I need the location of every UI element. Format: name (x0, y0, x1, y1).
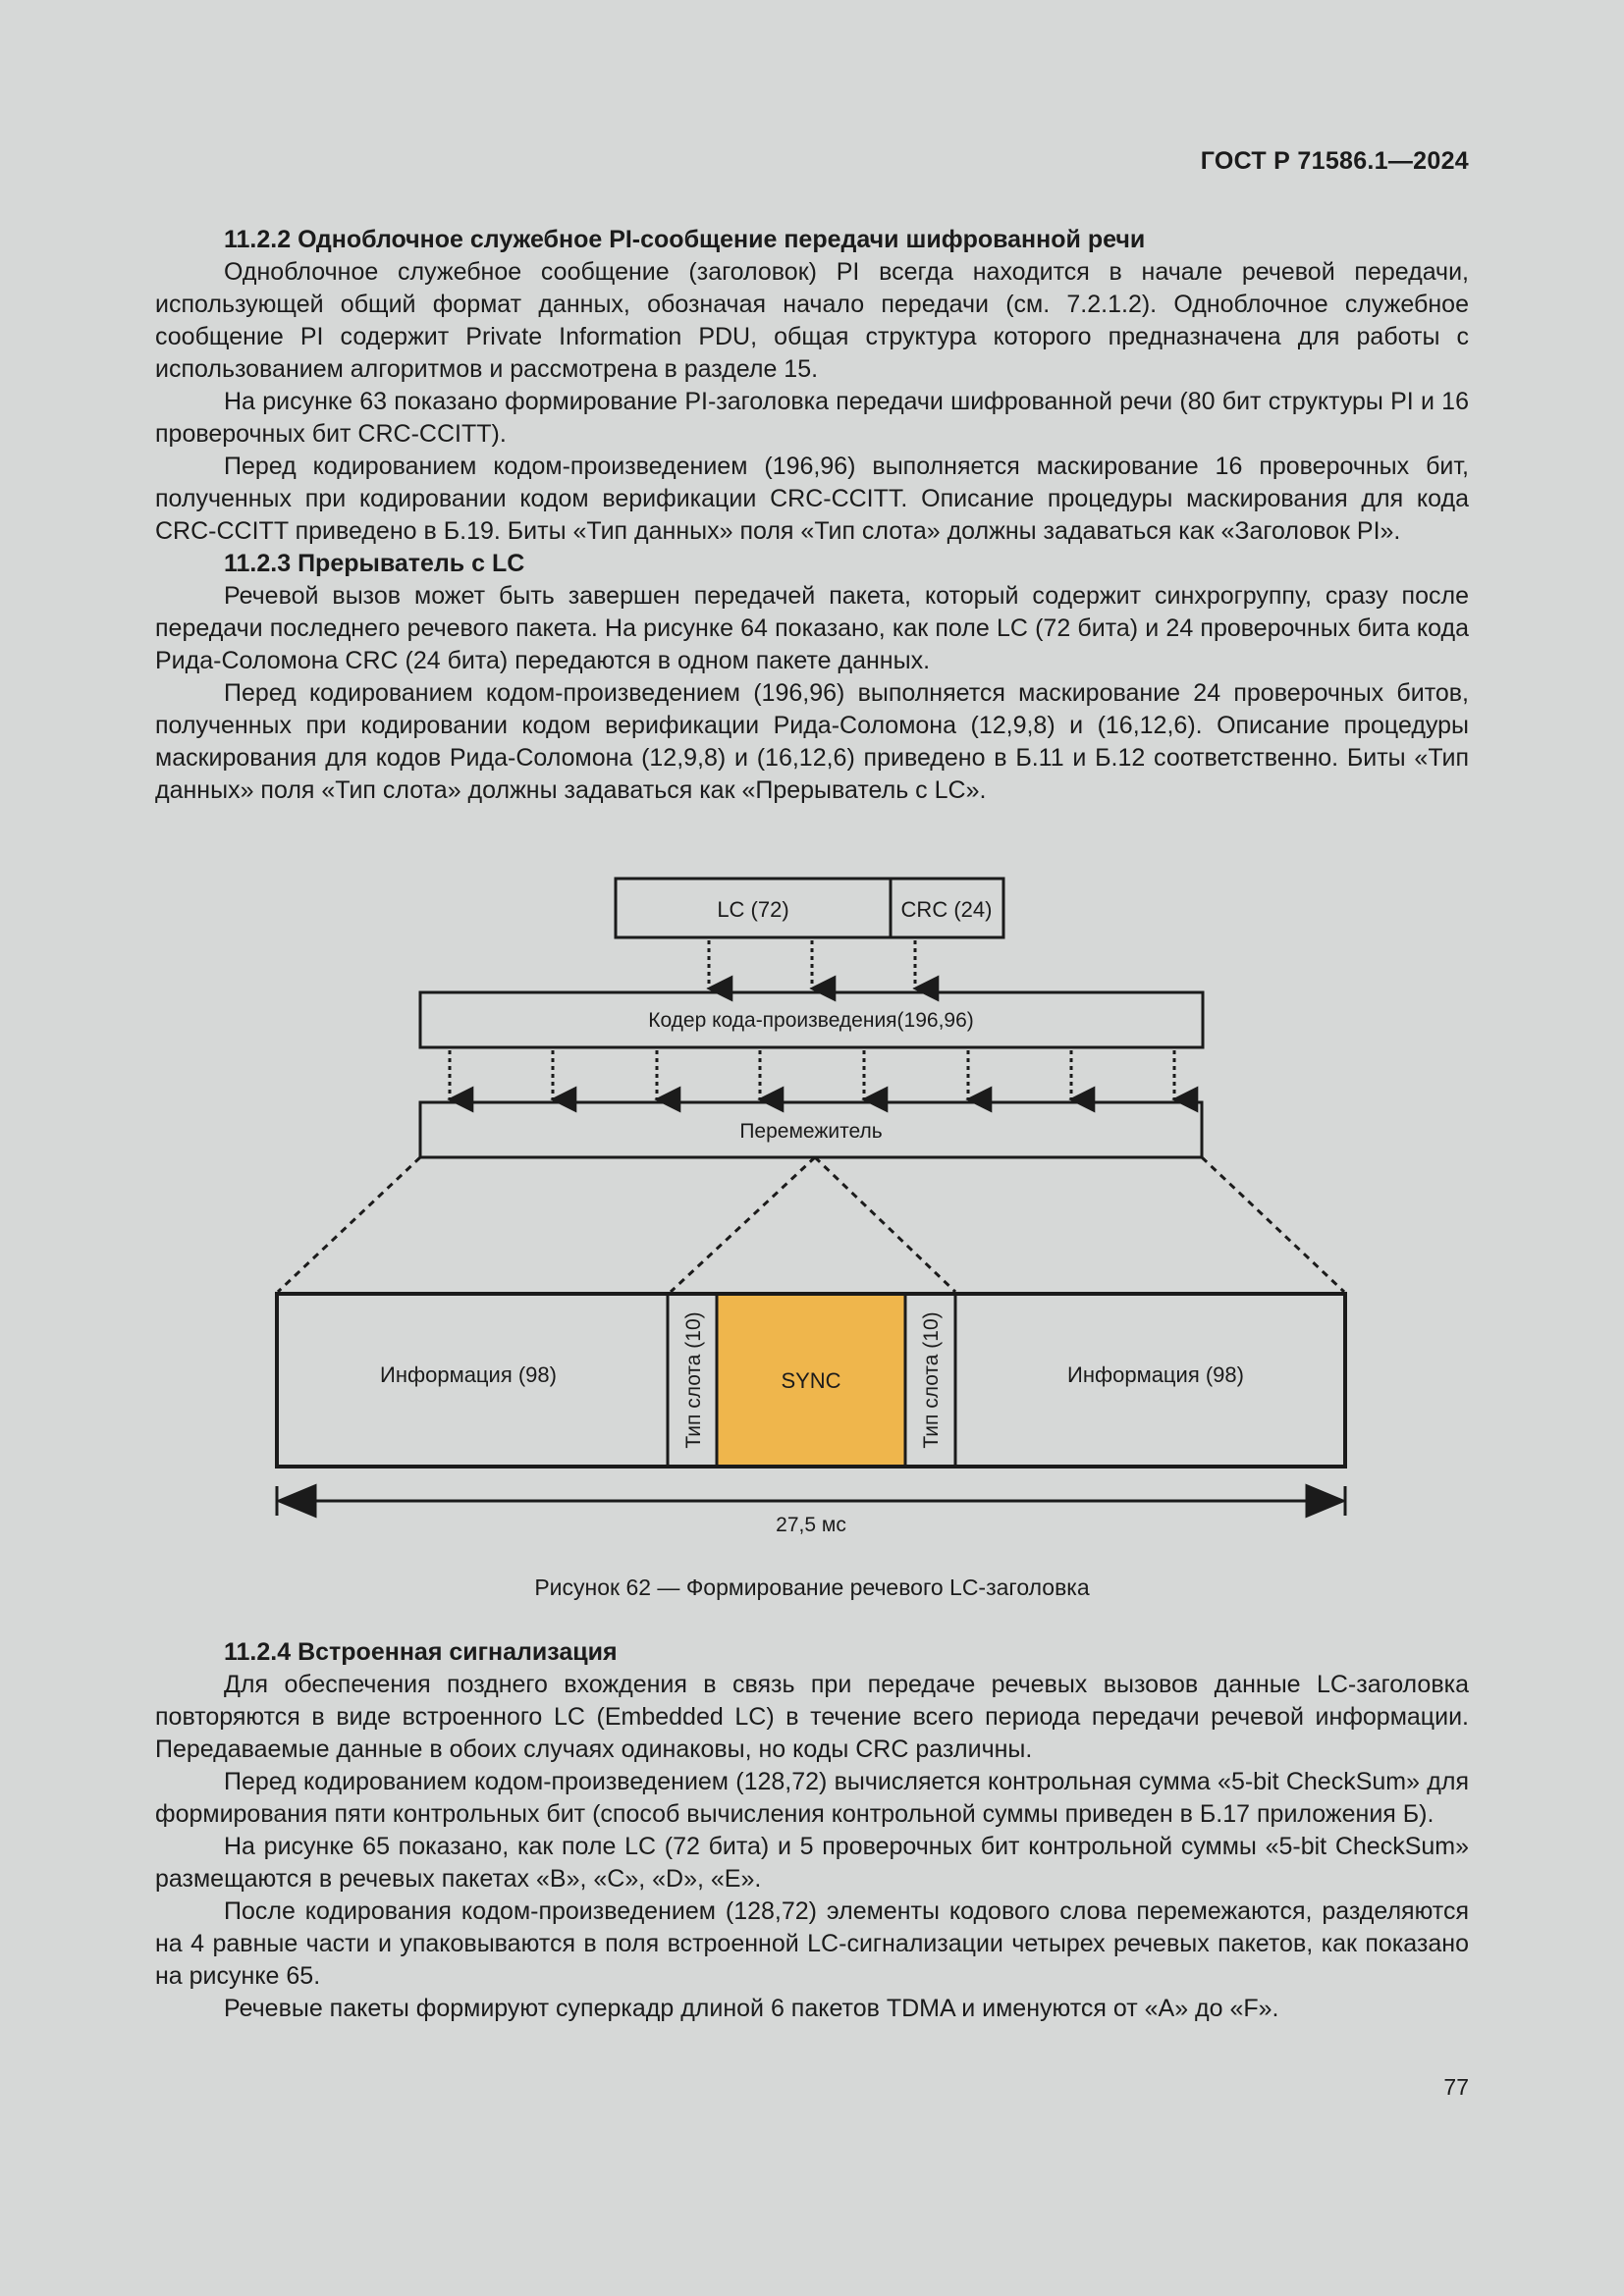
section-heading-11-2-3: 11.2.3 Прерыватель с LC (224, 550, 525, 577)
sync-label: SYNC (781, 1368, 841, 1393)
text-block-lower (155, 1636, 1469, 2025)
section-heading-11-2-4: 11.2.4 Встроенная сигнализация (224, 1638, 618, 1666)
paragraph: Перед кодированием кодом-произведением (196,96) выполняется маскирование 24 проверочных битов, полученных при кодировании кодом верификации Рида-Соломона (12,9,8) и (16,12,6). Описание процедуры маскирования для кодов Рида-Соломона (12,9,8) и (16,12,6) приведено в Б.11 и Б.12 соответственно. Биты «Тип данных» поля «Тип слота» должны задаваться как «Прерыватель с LC». (155, 679, 1469, 804)
info-left-label: Информация (98) (380, 1362, 557, 1387)
lc-label: LC (72) (717, 897, 789, 922)
document-code: ГОСТ Р 71586.1—2024 (1200, 147, 1469, 175)
slot-type-left-label: Тип слота (10) (682, 1311, 705, 1449)
figure-62-diagram (0, 864, 1624, 1551)
paragraph: Перед кодированием кодом-произведением (196,96) выполняется маскирование 16 проверочных бит, полученных при кодировании кодом верификации CRC-CCITT. Описание процедуры маскирования для кода CRC-CCITT приведено в Б.19. Биты «Тип данных» поля «Тип слота» должны задаваться как «Заголовок PI». (155, 453, 1469, 545)
figure-svg (0, 864, 1624, 1551)
section-heading-11-2-2: 11.2.2 Одноблочное служебное PI-сообщение передачи шифрованной речи (224, 226, 1146, 253)
arrows-to-encoder (709, 940, 915, 988)
expansion-lines (278, 1157, 1344, 1292)
text-block-upper (155, 224, 1469, 807)
paragraph: Перед кодированием кодом-произведением (128,72) вычисляется контрольная сумма «5-bit CheckSum» для формирования пяти контрольных бит (способ вычисления контрольной суммы приведен в Б.17 приложения Б). (155, 1768, 1469, 1828)
slot-type-right-label: Тип слота (10) (920, 1311, 943, 1449)
arrows-to-interleaver (450, 1050, 1174, 1099)
figure-caption: Рисунок 62 — Формирование речевого LC-заголовка (534, 1575, 1090, 1600)
paragraph: Речевой вызов может быть завершен передачей пакета, который содержит синхрогруппу, сразу после передачи последнего речевого пакета. На рисунке 64 показано, как поле LC (72 бита) и 24 проверочных бита кода Рида-Соломона CRC (24 бита) передаются в одном пакете данных. (155, 582, 1469, 674)
paragraph: Для обеспечения позднего вхождения в связь при передаче речевых вызовов данные LC-заголовка повторяются в виде встроенного LC (Embedded LC) в течение всего периода передачи речевой информации. Передаваемые данные в обоих случаях одинаковы, но коды CRC различны. (155, 1671, 1469, 1763)
paragraph: На рисунке 65 показано, как поле LC (72 бита) и 5 проверочных бит контрольной суммы «5-bit CheckSum» размещаются в речевых пакетах «B», «C», «D», «E». (155, 1833, 1469, 1893)
encoder-label: Кодер кода-произведения(196,96) (648, 1009, 974, 1032)
paragraph: Одноблочное служебное сообщение (заголовок) PI всегда находится в начале речевой передачи, использующей общий формат данных, обозначая начало передачи (см. 7.2.1.2). Одноблочное служебное сообщение PI содержит Private Information PDU, общая структура которого предназначена для работы с использованием алгоритмов и рассмотрена в разделе 15. (155, 258, 1469, 383)
paragraph: После кодирования кодом-произведением (128,72) элементы кодового слова перемежаются, разделяются на 4 равные части и упаковываются в поля встроенной LC-сигнализации четырех речевых пакетов, как показано на рисунке 65. (155, 1897, 1469, 1990)
page-number: 77 (1443, 2074, 1469, 2100)
paragraph: На рисунке 63 показано формирование PI-заголовка передачи шифрованной речи (80 бит структуры PI и 16 проверочных бит CRC-CCITT). (155, 388, 1469, 448)
paragraph: Речевые пакеты формируют суперкадр длиной 6 пакетов TDMA и именуются от «A» до «F». (224, 1995, 1279, 2022)
interleaver-label: Перемежитель (739, 1120, 883, 1143)
crc-label: CRC (24) (900, 897, 993, 922)
info-right-label: Информация (98) (1067, 1362, 1244, 1387)
duration-label: 27,5 мс (776, 1514, 846, 1536)
